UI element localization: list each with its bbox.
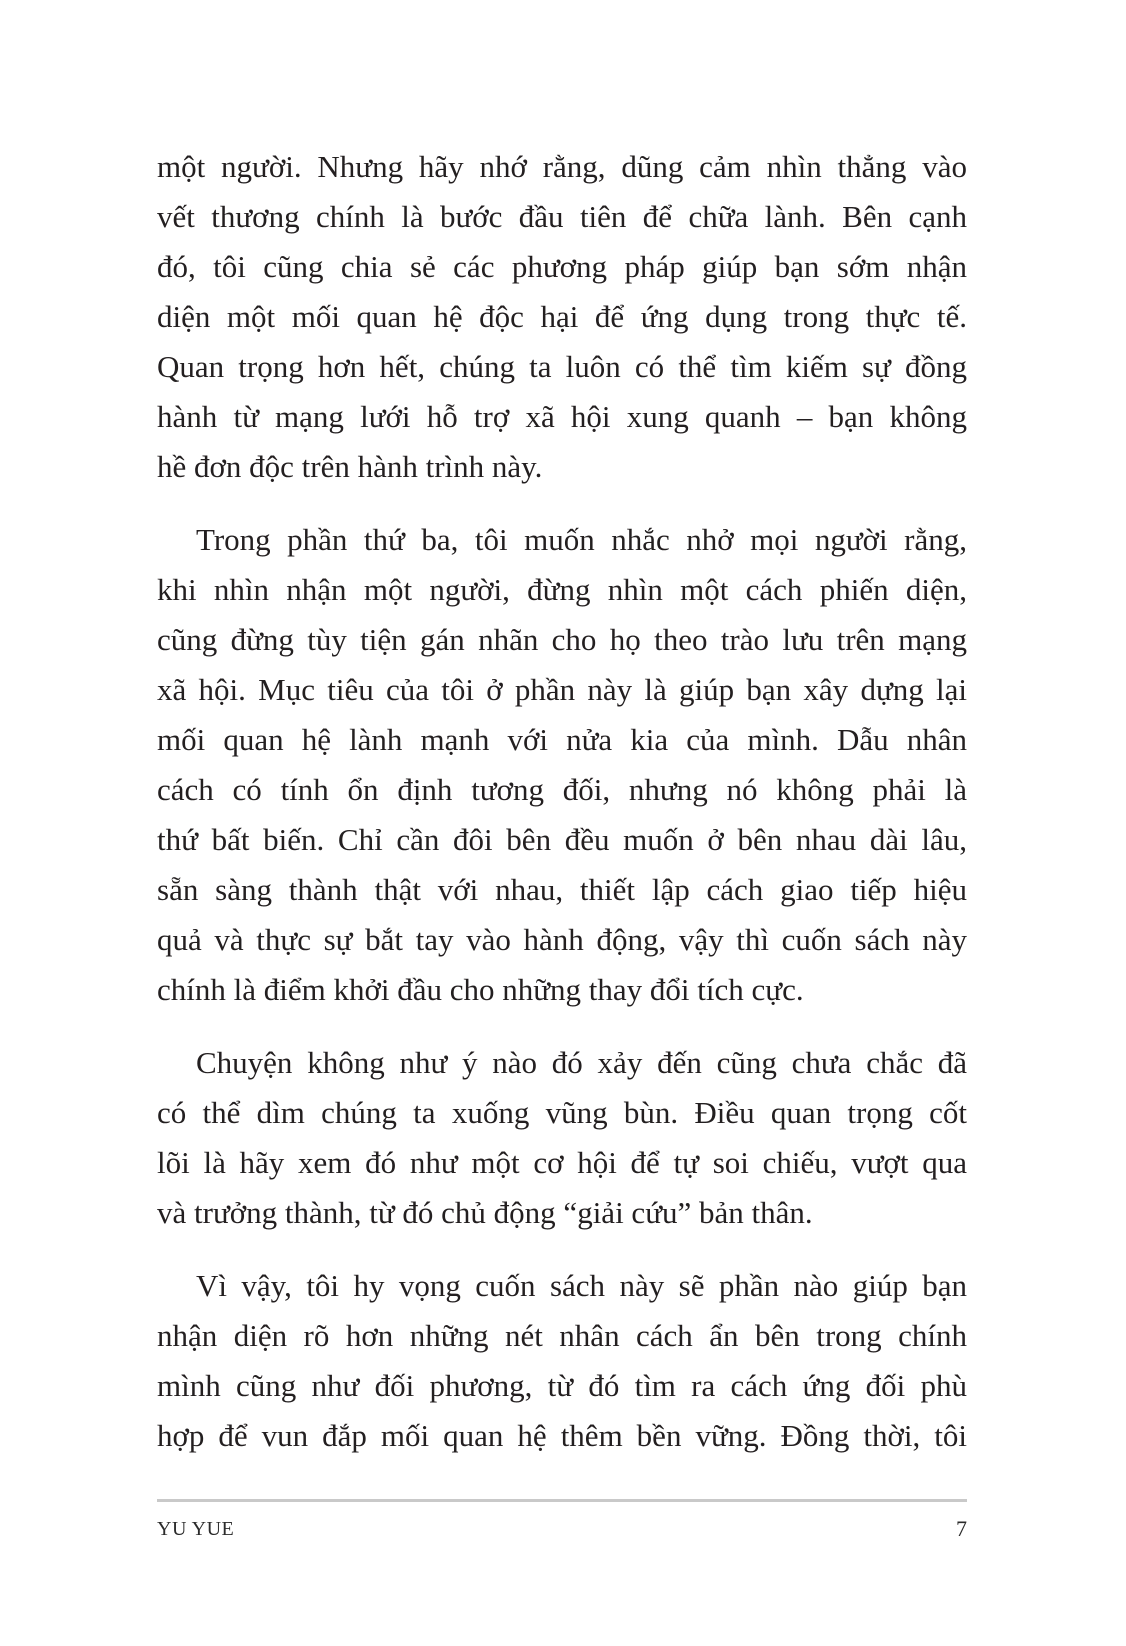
text-line: đó, tôi cũng chia sẻ các phương pháp giúp bạn sớm nhận — [157, 249, 967, 284]
text-line: hề đơn độc trên hành trình này. — [157, 449, 543, 484]
text-line: khi nhìn nhận một người, đừng nhìn một cách phiến diện, — [157, 572, 967, 607]
text-line: lõi là hãy xem đó như một cơ hội để tự soi chiếu, vượt qua — [157, 1145, 967, 1180]
text-line: Trong phần thứ ba, tôi muốn nhắc nhở mọi người rằng, — [196, 522, 967, 557]
running-footer-author: YU YUE — [157, 1518, 235, 1540]
footer-divider — [157, 1499, 967, 1502]
text-line: sẵn sàng thành thật với nhau, thiết lập cách giao tiếp hiệu — [157, 872, 967, 907]
text-line: chính là điểm khởi đầu cho những thay đổi tích cực. — [157, 972, 804, 1007]
text-line: cũng đừng tùy tiện gán nhãn cho họ theo trào lưu trên mạng — [157, 622, 967, 657]
text-line: và trưởng thành, từ đó chủ động “giải cứu” bản thân. — [157, 1195, 813, 1230]
page-body — [157, 142, 967, 1484]
text-line: hành từ mạng lưới hỗ trợ xã hội xung quanh – bạn không — [157, 399, 967, 434]
page-number: 7 — [956, 1516, 967, 1541]
paragraph-part-three — [157, 515, 967, 1015]
text-line: thứ bất biến. Chỉ cần đôi bên đều muốn ở bên nhau dài lâu, — [157, 822, 967, 857]
paragraph-continuation — [157, 142, 967, 492]
text-line: diện một mối quan hệ độc hại để ứng dụng trong thực tế. — [157, 299, 967, 334]
paragraph-setback — [157, 1038, 967, 1238]
text-line: mình cũng như đối phương, từ đó tìm ra cách ứng đối phù — [157, 1368, 967, 1403]
text-line: xã hội. Mục tiêu của tôi ở phần này là giúp bạn xây dựng lại — [157, 672, 967, 707]
text-line: quả và thực sự bắt tay vào hành động, vậy thì cuốn sách này — [157, 922, 967, 957]
text-line: hợp để vun đắp mối quan hệ thêm bền vững. Đồng thời, tôi — [157, 1418, 967, 1453]
text-line: nhận diện rõ hơn những nét nhân cách ẩn bên trong chính — [157, 1318, 967, 1353]
text-line: một người. Nhưng hãy nhớ rằng, dũng cảm nhìn thẳng vào — [157, 149, 967, 184]
text-line: Vì vậy, tôi hy vọng cuốn sách này sẽ phần nào giúp bạn — [196, 1268, 967, 1303]
text-line: Quan trọng hơn hết, chúng ta luôn có thể tìm kiếm sự đồng — [157, 349, 967, 384]
text-line: cách có tính ổn định tương đối, nhưng nó không phải là — [157, 772, 967, 807]
text-line: Chuyện không như ý nào đó xảy đến cũng chưa chắc đã — [196, 1045, 967, 1080]
text-line: mối quan hệ lành mạnh với nửa kia của mình. Dẫu nhân — [157, 722, 967, 757]
paragraph-hope — [157, 1261, 967, 1461]
text-line: có thể dìm chúng ta xuống vũng bùn. Điều quan trọng cốt — [157, 1095, 967, 1130]
text-line: vết thương chính là bước đầu tiên để chữa lành. Bên cạnh — [157, 199, 967, 234]
